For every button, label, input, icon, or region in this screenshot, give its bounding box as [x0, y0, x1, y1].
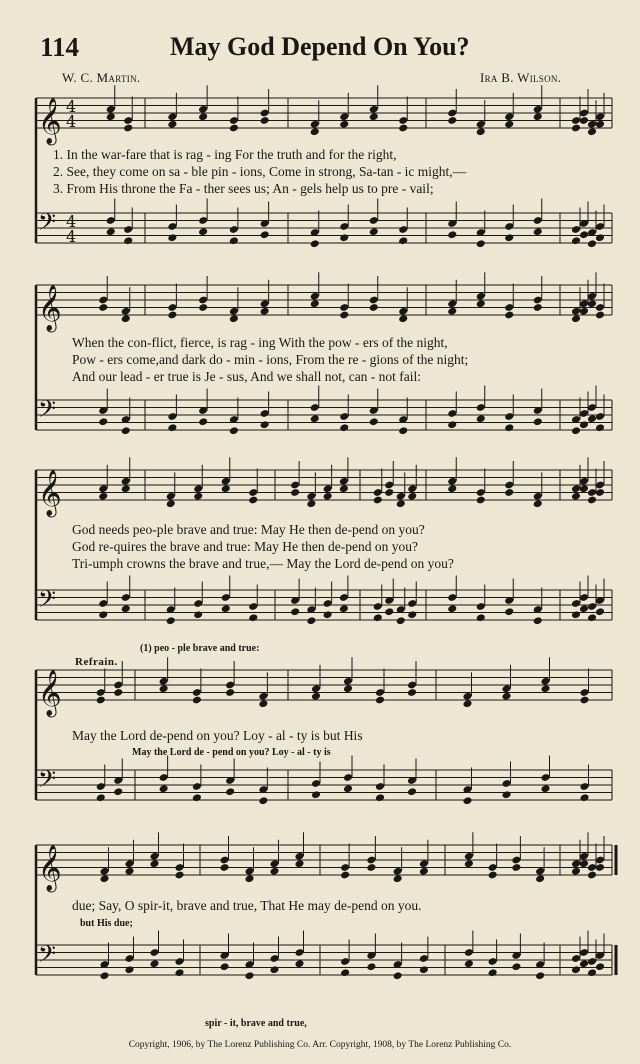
note-head [193, 492, 203, 501]
note-head [244, 971, 254, 980]
note-head [595, 607, 605, 616]
note-head [159, 784, 169, 793]
note-head [244, 874, 254, 883]
note-head [398, 426, 408, 435]
note-head [571, 492, 581, 501]
note-head [579, 959, 589, 968]
note-head [124, 965, 134, 974]
time-signature: 4 [66, 97, 77, 116]
note-head [323, 492, 333, 501]
note-head [339, 233, 349, 242]
lyric-line: God re-quires the brave and true: May He then de-pend on you? [72, 539, 419, 554]
note-head [476, 127, 486, 136]
note-head [174, 968, 184, 977]
note-head [310, 299, 320, 308]
note-head [407, 610, 417, 619]
note-head [511, 962, 521, 971]
note-head [260, 116, 270, 125]
note-head [579, 420, 589, 429]
note-head [488, 968, 498, 977]
note-head [294, 959, 304, 968]
note-head [167, 120, 177, 129]
note-head [533, 499, 543, 508]
note-head [504, 233, 514, 242]
note-head [501, 790, 511, 799]
note-head [339, 484, 349, 493]
note-head [192, 793, 202, 802]
note-head [579, 604, 589, 613]
note-head [193, 610, 203, 619]
note-head [310, 127, 320, 136]
note-head [447, 116, 457, 125]
note-head [366, 962, 376, 971]
note-head [339, 423, 349, 432]
note-head [339, 311, 349, 320]
note-head [340, 871, 350, 880]
note-head [373, 613, 383, 622]
time-signature: 4 [66, 212, 77, 231]
note-head [504, 607, 514, 616]
note-head [571, 867, 581, 876]
note-head [384, 607, 394, 616]
note-head [113, 787, 123, 796]
lyric-line: God needs peo-ple brave and true: May He then de-pend on you? [72, 522, 425, 537]
time-signature: 4 [66, 227, 77, 246]
note-head [340, 968, 350, 977]
note-head [221, 604, 231, 613]
note-head [366, 863, 376, 872]
note-head [167, 233, 177, 242]
note-head [219, 962, 229, 971]
note-head [229, 236, 239, 245]
note-head [504, 311, 514, 320]
note-head [306, 616, 316, 625]
note-head [123, 124, 133, 133]
note-head [229, 314, 239, 323]
note-head [98, 492, 108, 501]
bass-lyric: May the Lord de - pend on you? Loy - al - ty is [132, 747, 331, 758]
note-head [174, 871, 184, 880]
note-head [462, 699, 472, 708]
note-head [121, 314, 131, 323]
note-head [579, 696, 589, 705]
note-head [159, 684, 169, 693]
note-head [587, 613, 597, 622]
note-head [225, 787, 235, 796]
time-signature: 4 [66, 112, 77, 131]
bass-cue-lyric: (1) peo - ple brave and true: [140, 643, 260, 654]
note-head [310, 239, 320, 248]
note-head [571, 610, 581, 619]
note-head [369, 112, 379, 121]
note-head [587, 968, 597, 977]
note-head [571, 314, 581, 323]
note-head [419, 965, 429, 974]
note-head [533, 417, 543, 426]
note-head [587, 414, 597, 423]
note-head [533, 227, 543, 236]
note-head [447, 484, 457, 493]
treble-clef: 𝄞 [38, 670, 62, 716]
note-head [533, 303, 543, 312]
note-head [533, 616, 543, 625]
note-head [99, 874, 109, 883]
note-head [229, 124, 239, 133]
note-head [369, 303, 379, 312]
note-head [339, 120, 349, 129]
lyric-line: May the Lord de-pend on you? Loy - al - ty is but His [72, 728, 363, 743]
note-head [511, 863, 521, 872]
note-head [248, 496, 258, 505]
note-head [166, 499, 176, 508]
treble-clef: 𝄞 [38, 470, 62, 516]
note-head [98, 417, 108, 426]
note-head [407, 688, 417, 697]
note-head [447, 604, 457, 613]
note-head [221, 484, 231, 493]
note-head [192, 696, 202, 705]
note-head [258, 796, 268, 805]
note-head [501, 692, 511, 701]
note-head [106, 227, 116, 236]
note-head [373, 496, 383, 505]
note-head [396, 499, 406, 508]
note-head [198, 417, 208, 426]
note-head [447, 230, 457, 239]
note-head [124, 867, 134, 876]
note-head [166, 616, 176, 625]
note-head [540, 684, 550, 693]
note-head [339, 604, 349, 613]
note-head [248, 613, 258, 622]
copyright-notice: Copyright, 1906, by The Lorenz Publishing Co. Arr. Copyright, 1908, by The Lorenz Publishing Co. [128, 1040, 512, 1050]
note-head [587, 871, 597, 880]
note-head [398, 314, 408, 323]
note-head [587, 239, 597, 248]
note-head [375, 793, 385, 802]
note-head [398, 124, 408, 133]
note-head [407, 787, 417, 796]
note-head [464, 959, 474, 968]
note-head [306, 499, 316, 508]
note-head [229, 426, 239, 435]
note-head [464, 859, 474, 868]
note-head [149, 859, 159, 868]
note-head [571, 236, 581, 245]
hymn-title: May God Depend On You? [170, 32, 470, 61]
bass-clef: 𝄢 [38, 585, 57, 618]
note-head [462, 796, 472, 805]
note-head [488, 871, 498, 880]
note-head [540, 784, 550, 793]
note-head [369, 227, 379, 236]
note-head [149, 959, 159, 968]
note-head [311, 790, 321, 799]
note-head [121, 484, 131, 493]
words-credit: W. C. Martin. [62, 70, 141, 85]
note-head [98, 303, 108, 312]
note-head [369, 417, 379, 426]
note-head [398, 236, 408, 245]
bass-clef: 𝄢 [38, 395, 57, 428]
note-head [396, 616, 406, 625]
note-head [98, 610, 108, 619]
note-head [447, 307, 457, 316]
note-head [587, 496, 597, 505]
note-head [476, 299, 486, 308]
note-head [535, 874, 545, 883]
note-head [571, 124, 581, 133]
bass-clef: 𝄢 [38, 208, 57, 241]
lyric-line: And our lead - er true is Je - sus, And we shall not, can - not fail: [72, 369, 422, 384]
note-head [476, 414, 486, 423]
note-head [571, 426, 581, 435]
bass-clef: 𝄢 [38, 765, 57, 798]
note-head [198, 112, 208, 121]
note-head [343, 684, 353, 693]
note-head [96, 696, 106, 705]
note-head [447, 420, 457, 429]
note-head [260, 230, 270, 239]
note-head [587, 127, 597, 136]
note-head [571, 965, 581, 974]
bass-clef: 𝄢 [38, 940, 57, 973]
note-head [290, 607, 300, 616]
lyric-line: When the con-flict, fierce, is rag - ing With the pow - ers of the night, [72, 335, 448, 350]
note-head [311, 692, 321, 701]
note-head [393, 971, 403, 980]
note-head [419, 867, 429, 876]
note-head [504, 120, 514, 129]
note-head [225, 688, 235, 697]
note-head [167, 311, 177, 320]
note-head [323, 610, 333, 619]
note-head [504, 423, 514, 432]
lyric-line: due; Say, O spir-it, brave and true, That He may de-pend on you. [72, 898, 422, 913]
note-head [504, 488, 514, 497]
note-head [476, 613, 486, 622]
note-head [533, 112, 543, 121]
bass-lyric: spir - it, brave and true, [205, 1018, 307, 1029]
note-head [198, 227, 208, 236]
note-head [198, 303, 208, 312]
treble-clef: 𝄞 [38, 285, 62, 331]
lyric-line: 1. In the war-fare that is rag - ing For the truth and for the right, [53, 147, 397, 162]
note-head [269, 867, 279, 876]
note-head [290, 488, 300, 497]
note-head [343, 784, 353, 793]
treble-clef: 𝄞 [38, 845, 62, 891]
note-head [219, 863, 229, 872]
note-head [121, 426, 131, 435]
note-head [310, 414, 320, 423]
note-head [106, 112, 116, 121]
note-head [535, 971, 545, 980]
note-head [579, 230, 589, 239]
note-head [595, 423, 605, 432]
note-head [579, 793, 589, 802]
note-head [99, 971, 109, 980]
refrain-label: Refrain. [75, 656, 118, 668]
note-head [476, 239, 486, 248]
note-head [393, 874, 403, 883]
note-head [260, 420, 270, 429]
hymn-number: 114 [40, 32, 80, 62]
note-head [595, 311, 605, 320]
note-head [260, 307, 270, 316]
lyric-line: 2. See, they come on sa - ble pin - ions, Come in strong, Sa-tan - ic might,— [53, 164, 467, 179]
note-head [113, 688, 123, 697]
note-head [595, 962, 605, 971]
note-head [384, 488, 394, 497]
lyric-line: Pow - ers come,and dark do - min - ions, From the re - gions of the night; [72, 352, 469, 367]
note-head [121, 604, 131, 613]
lyric-line: 3. From His throne the Fa - ther sees us; An - gels help us to pre - vail; [53, 181, 434, 196]
note-head [123, 236, 133, 245]
note-head [258, 699, 268, 708]
lyric-line: Tri-umph crowns the brave and true,— May the Lord de-pend on you? [72, 556, 454, 571]
note-head [375, 696, 385, 705]
note-head [167, 423, 177, 432]
note-head [269, 965, 279, 974]
music-credit: Ira B. Wilson. [480, 70, 562, 85]
note-head [294, 859, 304, 868]
note-head [476, 496, 486, 505]
note-head [407, 492, 417, 501]
bass-lyric: but His due; [80, 918, 133, 929]
note-head [96, 793, 106, 802]
note-head [595, 233, 605, 242]
treble-clef: 𝄞 [38, 98, 62, 144]
